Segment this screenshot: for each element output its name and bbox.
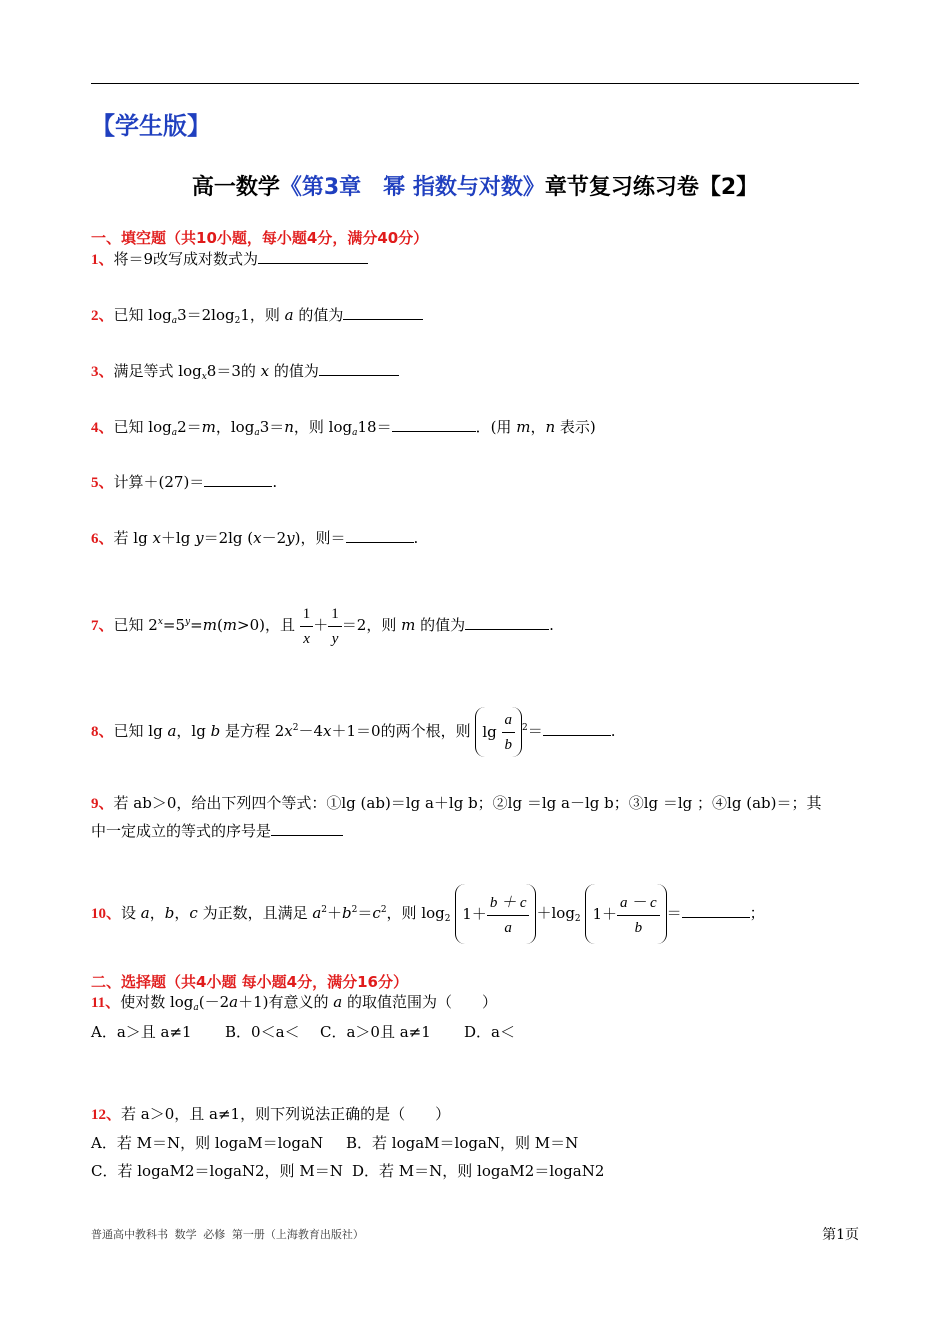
- q11-option-d[interactable]: D．a＜: [464, 1023, 515, 1041]
- answer-blank[interactable]: [271, 821, 343, 836]
- answer-blank[interactable]: [258, 249, 368, 264]
- q11-option-b[interactable]: B．0＜a＜: [225, 1023, 300, 1041]
- q11-option-c[interactable]: C．a＞0且 a≠1: [320, 1023, 431, 1041]
- section-choice-title: 二、选择题（共4小题 每小题4分，满分16分）: [91, 973, 408, 991]
- question-12: 12、若 a＞0，且 a≠1，则下列说法正确的是（ ）: [91, 1105, 451, 1123]
- answer-blank[interactable]: [346, 528, 414, 543]
- question-2: 2、已知 $\log_a3=2\log_21$，则 a 的值为: [91, 305, 423, 331]
- question-11: 11、使对数 $\log_a(-2a+1)$有意义的 a 的取值范围为（ ）: [91, 993, 498, 1013]
- q12-option-b[interactable]: B．若 logaM＝logaN，则 M＝N: [346, 1134, 579, 1152]
- q11-option-a[interactable]: A．a＞且 a≠1: [91, 1023, 192, 1041]
- lg-a-over-b-expression: lg $\frac{a}{b}$: [475, 707, 522, 758]
- question-5: 5、计算＋(27)＝ .: [91, 473, 278, 491]
- q12-option-c[interactable]: C．若 logaM2＝logaN2，则 M＝N: [91, 1162, 343, 1180]
- question-8: 8、已知 lg a，lg b 是方程 $2x^2-4x+1=0$的两个根，则 lg $\frac{a}{b}$ $^2$＝ .: [91, 703, 616, 757]
- answer-blank[interactable]: [682, 903, 750, 918]
- answer-blank[interactable]: [343, 305, 423, 320]
- question-1: 1、将＝9改写成对数式为: [91, 249, 368, 270]
- answer-blank[interactable]: [392, 417, 476, 432]
- answer-blank[interactable]: [319, 361, 399, 376]
- question-7: 7、已知 $2^x=5^y=m(m>0)$，且 $\frac{1}{x}$ ＋ $\frac{1}{y}$ ＝2，则 m 的值为 .: [91, 597, 554, 651]
- footer-textbook-info: 普通高中教科书 数学 必修 第一册（上海教育出版社）: [91, 1228, 364, 1241]
- header-rule: [91, 83, 859, 84]
- answer-blank[interactable]: [543, 721, 611, 736]
- question-10: 10、设 a，b，c 为正数，且满足 $a^2+b^2=c^2$，则 $\log_2 1+$ $\frac{b + c}{a}$ $+\log_2$ 1＋ $\frac{a - c}{b}$ ＝ ；: [91, 880, 765, 949]
- one-plus-a-minus-c-over-b: 1＋ $\frac{a - c}{b}$: [585, 884, 666, 944]
- question-9: 9、若 ab＞0，给出下列四个等式：①lg (ab)＝lg a＋lg b；②lg ＝lg a－lg b；③lg ＝lg ；④lg (ab)＝；其: [91, 794, 822, 812]
- answer-blank[interactable]: [465, 615, 549, 630]
- fraction-1-over-x: $\frac{1}{x}$: [300, 602, 314, 651]
- fraction-1-over-y: $\frac{1}{y}$: [328, 602, 342, 651]
- q12-option-a[interactable]: A．若 M＝N，则 logaM＝logaN: [91, 1134, 324, 1152]
- q12-option-d[interactable]: D．若 M＝N，则 logaM2＝logaN2: [352, 1162, 605, 1180]
- question-4: 4、已知 $\log_a2=m$，$\log_a3=n$，则 $\log_a18=$ ．(用 m，n 表示): [91, 418, 596, 438]
- one-plus-b-plus-c-over-a: 1＋ $\frac{b + c}{a}$: [455, 884, 536, 944]
- answer-blank[interactable]: [204, 472, 272, 487]
- question-6: 6、若 lg x＋lg y＝2lg (x－2y)，则＝ .: [91, 529, 419, 547]
- page-number: 第1页: [822, 1227, 859, 1243]
- section-fill-in-title: 一、填空题（共10小题，每小题4分，满分40分）: [91, 229, 429, 247]
- question-9-line-2: 中一定成立的等式的序号是: [91, 821, 343, 841]
- student-version-badge: 【学生版】: [91, 112, 211, 140]
- question-3: 3、满足等式 $\log_x8=3$的 x 的值为: [91, 361, 399, 387]
- page-title: 高一数学《第3章 幂 指数与对数》章节复习练习卷【2】: [191, 175, 759, 200]
